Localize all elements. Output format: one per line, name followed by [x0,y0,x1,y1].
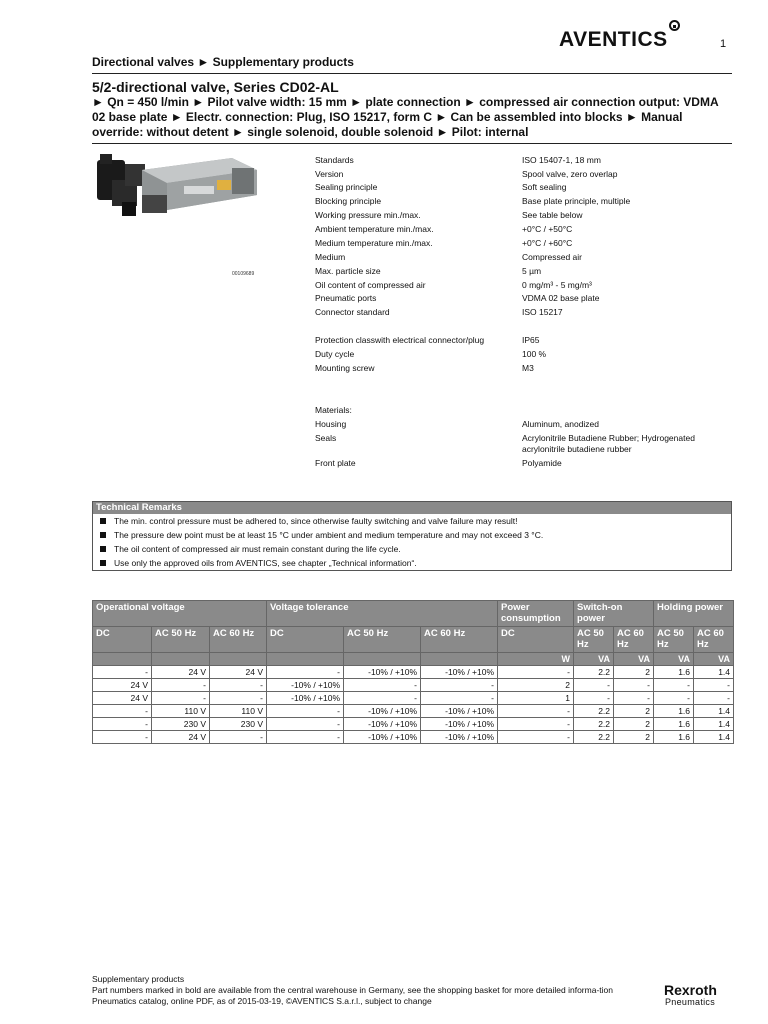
spec-label: Working pressure min./max. [315,210,421,220]
spec-label: Pneumatic ports [315,293,377,303]
spec-value: IP65 [522,335,540,345]
spec-label: Blocking principle [315,196,382,206]
spec-value: Polyamide [522,458,562,468]
table-cell: - [93,718,152,731]
spec-value: Base plate principle, multiple [522,196,631,206]
table-row [93,666,734,679]
table-cell: - [267,718,344,731]
spec-label: Mounting screw [315,363,375,373]
table-cell: 2 [614,705,654,718]
group-holding-power: Holding power [654,601,734,627]
table-cell: -10% / +10% [344,666,421,679]
bullet-icon [100,532,106,538]
column-header: AC 60 Hz [210,627,267,653]
table-body [93,666,734,744]
rexroth-logo-subtitle: Pneumatics [665,997,716,1007]
unit-cell: W [498,653,574,666]
table-cell: -10% / +10% [344,718,421,731]
table-cell: -10% / +10% [344,705,421,718]
remark-text: The oil content of compressed air must remain constant during the life cycle. [114,544,401,554]
aventics-logo: AVENTICS [559,28,668,51]
spec-label: Protection classwith electrical connector/plug [315,335,485,345]
table-cell: 2.2 [574,731,614,744]
table-cell: - [498,705,574,718]
group-operational-voltage: Operational voltage [93,601,267,627]
table-cell: - [498,666,574,679]
table-cell: 2.2 [574,666,614,679]
unit-cell [152,653,210,666]
spec-label: Medium temperature min./max. [315,238,433,248]
table-cell: 1.6 [654,705,694,718]
table-cell: - [344,679,421,692]
footer-text [92,974,637,1007]
spec-value: ISO 15217 [522,307,563,317]
table-cell: 24 V [93,679,152,692]
product-title: 5/2-directional valve, Series CD02-AL [92,79,339,95]
table-cell: 2.2 [574,705,614,718]
remark-item [100,544,401,554]
table-cell: 1.6 [654,666,694,679]
spec-value: Acrylonitrile Butadiene Rubber; Hydrogenated acrylonitrile butadiene rubber [522,433,695,454]
spec-label: Connector standard [315,307,390,317]
table-cell: - [210,731,267,744]
table-cell: - [421,692,498,705]
spec-label: Oil content of compressed air [315,280,426,290]
table-row [93,679,734,692]
group-voltage-tolerance: Voltage tolerance [267,601,498,627]
valve-product-image [92,150,262,230]
spec-label: Medium [315,252,346,262]
bullet-icon [100,560,106,566]
table-cell: - [267,705,344,718]
table-row [93,731,734,744]
table-cell: - [93,666,152,679]
spec-value: Aluminum, anodized [522,419,600,429]
spec-label: Standards [315,155,354,165]
spec-label: Duty cycle [315,349,355,359]
table-cell: 1.4 [694,718,734,731]
table-cell: 24 V [93,692,152,705]
table-cell: 230 V [210,718,267,731]
unit-cell [344,653,421,666]
spec-value: 0 mg/m³ - 5 mg/m³ [522,280,592,290]
spec-label: Materials: [315,405,352,415]
column-header: AC 50 Hz [654,627,694,653]
table-cell: -10% / +10% [267,679,344,692]
spec-value: Compressed air [522,252,582,262]
table-cell: -10% / +10% [267,692,344,705]
spec-value: VDMA 02 base plate [522,293,600,303]
table-row [93,705,734,718]
spec-value: +0°C / +50°C [522,224,573,234]
bullet-icon [100,546,106,552]
table-cell: -10% / +10% [421,705,498,718]
table-cell: - [574,679,614,692]
remark-text: The pressure dew point must be at least 15 °C under ambient and medium temperature and may not exceed 3 °C. [114,530,544,540]
spec-value: Spool valve, zero overlap [522,169,618,179]
table-cell: - [152,679,210,692]
table-cell: - [498,731,574,744]
table-cell: 1 [498,692,574,705]
spec-value: 5 µm [522,266,542,276]
unit-cell [210,653,267,666]
spec-label: Housing [315,419,347,429]
column-header: AC 60 Hz [694,627,734,653]
remark-item [100,530,543,540]
divider [92,143,732,144]
bullet-icon [100,518,106,524]
table-cell: - [694,692,734,705]
spec-value: See table below [522,210,583,220]
spec-label: Max. particle size [315,266,381,276]
table-cell: -10% / +10% [421,718,498,731]
rexroth-logo: Rexroth [664,982,717,998]
remark-text: The min. control pressure must be adhered to, since otherwise faulty switching and valve failure may result! [114,516,518,526]
voltage-power-table [92,600,734,744]
spec-value: ISO 15407-1, 18 mm [522,155,601,165]
unit-cell [267,653,344,666]
footer-line: Pneumatics catalog, online PDF, as of 2015-03-19, ©AVENTICS S.a.r.l., subject to change [92,996,432,1006]
footer-line: Supplementary products [92,974,185,984]
table-cell: - [614,679,654,692]
breadcrumb: Directional valves ► Supplementary products [92,55,354,69]
column-header: DC [267,627,344,653]
table-cell: 1.4 [694,731,734,744]
spec-value: Soft sealing [522,182,567,192]
table-cell: -10% / +10% [344,731,421,744]
table-cell: - [694,679,734,692]
column-header: DC [93,627,152,653]
table-cell: 2 [498,679,574,692]
table-cell: 24 V [152,666,210,679]
column-header: AC 50 Hz [152,627,210,653]
table-cell: 2.2 [574,718,614,731]
spec-label: Front plate [315,458,356,468]
table-group-row [93,601,734,627]
table-cell: 2 [614,731,654,744]
table-row [93,718,734,731]
divider [92,73,732,74]
table-cell: - [267,731,344,744]
technical-remarks-title: Technical Remarks [93,502,731,514]
table-cell: - [654,692,694,705]
column-header: AC 60 Hz [614,627,654,653]
page-number: 1 [720,38,727,50]
spec-label: Version [315,169,344,179]
table-cell: - [210,692,267,705]
table-cell: - [614,692,654,705]
table-cell: 110 V [152,705,210,718]
table-cell: - [152,692,210,705]
table-row [93,692,734,705]
footer-line: Part numbers marked in bold are available from the central warehouse in Germany, see the shopping basket for more detailed informa-tion [92,985,613,995]
spec-label: Ambient temperature min./max. [315,224,434,234]
table-column-row [93,627,734,653]
unit-cell: VA [654,653,694,666]
spec-label: Sealing principle [315,182,378,192]
spec-value: 100 % [522,349,547,359]
aventics-logo-mark-icon [669,20,680,31]
table-cell: 2 [614,718,654,731]
column-header: AC 50 Hz [574,627,614,653]
unit-cell: VA [574,653,614,666]
image-code: 00109689 [232,271,255,277]
column-header: AC 50 Hz [344,627,421,653]
table-cell: 2 [614,666,654,679]
table-cell: 110 V [210,705,267,718]
spec-label: Seals [315,433,337,443]
unit-cell [93,653,152,666]
spec-value: M3 [522,363,534,373]
table-cell: 24 V [210,666,267,679]
product-features: ► Qn = 450 l/min ► Pilot valve width: 15 mm ► plate connection ► compressed air connection output: VDMA 02 base plate ► Electr. connection: Plug, ISO 15217, form C ► Can be assembled into blocks ► Manual override: without detent ► single solenoid, double solenoid ► Pilot: internal [92,95,719,139]
table-cell: - [93,705,152,718]
table-cell: - [421,679,498,692]
column-header: AC 60 Hz [421,627,498,653]
remark-text: Use only the approved oils from AVENTICS, see chapter „Technical information“. [114,558,417,568]
table-cell: - [93,731,152,744]
table-cell: 230 V [152,718,210,731]
table-cell: 1.4 [694,666,734,679]
group-power-consumption: Power consumption [498,601,574,627]
remark-item [100,516,517,526]
table-cell: - [344,692,421,705]
unit-cell: VA [694,653,734,666]
unit-cell: VA [614,653,654,666]
table-cell: 1.6 [654,731,694,744]
table-cell: 24 V [152,731,210,744]
table-cell: 1.6 [654,718,694,731]
remark-item [100,558,417,568]
unit-cell [421,653,498,666]
spec-value: +0°C / +60°C [522,238,573,248]
table-cell: - [267,666,344,679]
column-header: DC [498,627,574,653]
table-cell: - [498,718,574,731]
table-cell: - [574,692,614,705]
table-cell: 1.4 [694,705,734,718]
table-cell: -10% / +10% [421,666,498,679]
table-cell: -10% / +10% [421,731,498,744]
group-switch-on-power: Switch-on power [574,601,654,627]
table-cell: - [210,679,267,692]
table-cell: - [654,679,694,692]
table-unit-row [93,653,734,666]
